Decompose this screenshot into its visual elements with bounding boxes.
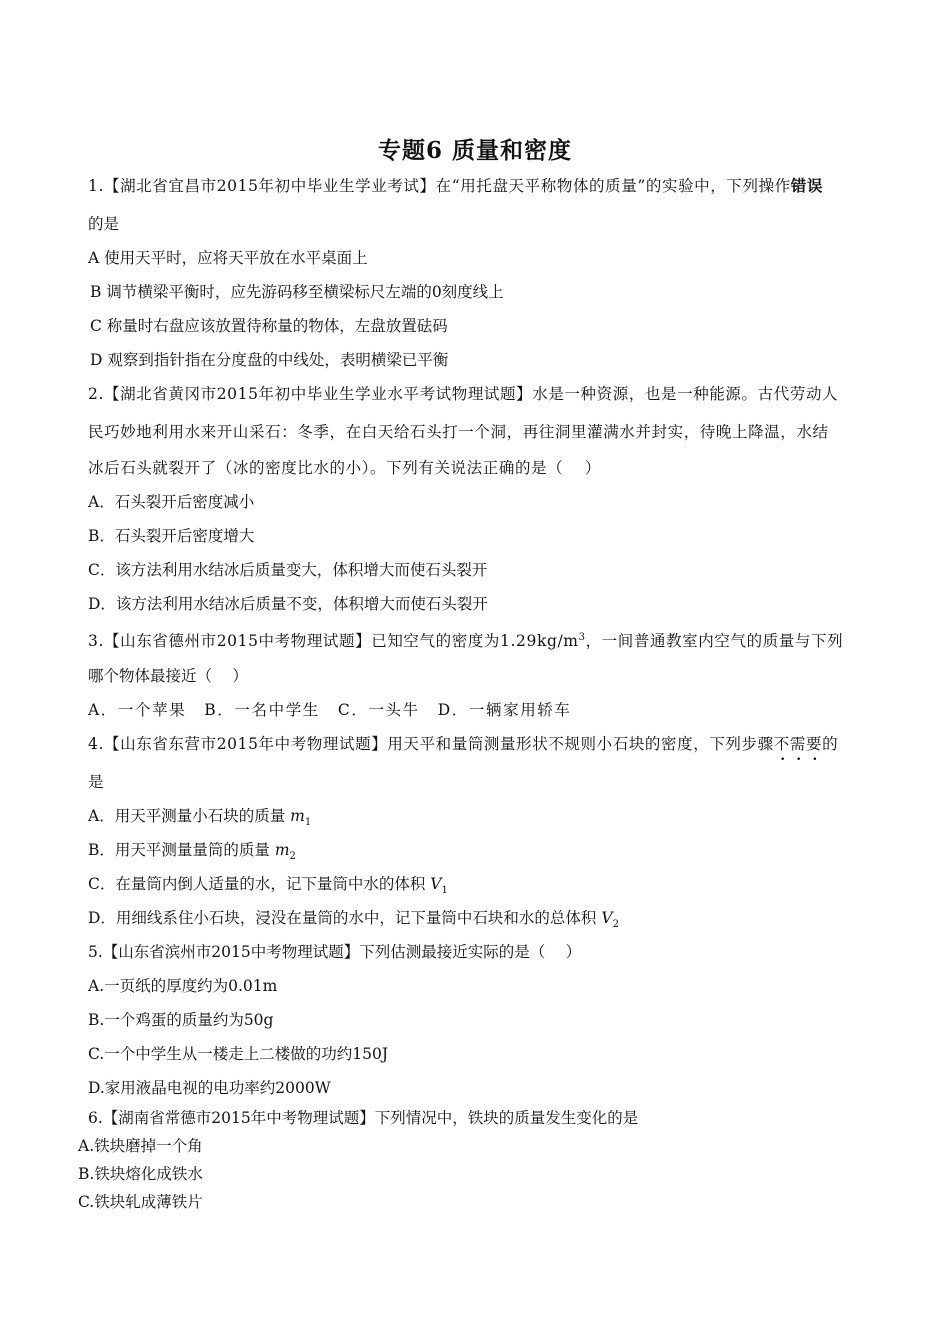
q3-options xyxy=(88,700,590,720)
q4-stem xyxy=(88,734,838,754)
q4-stem-text: 4.【山东省东营市2015年中考物理试题】用天平和量筒测量形状不规则小石块的密度，下列步骤 xyxy=(88,735,774,753)
q4-emphasis-char: 要 xyxy=(805,735,823,753)
q1-stem-cont: 的是 xyxy=(88,215,120,233)
q4-option-a xyxy=(88,806,311,833)
q3-stem-text: 3.【山东省德州市2015中考物理试题】已知空气的密度为1.29kg/m xyxy=(88,632,579,651)
q3-option-a: A．一个苹果 xyxy=(88,701,187,719)
q1-stem-text: 1.【湖北省宜昌市2015年初中毕业生学业考试】在“用托盘天平称物体的质量”的实验中，下列操作 xyxy=(88,177,791,195)
q4-option-c xyxy=(88,874,448,901)
q1-option-d: D 观察到指针指在分度盘的中线处，表明横梁已平衡 xyxy=(90,351,449,369)
q4-option-c-sub: 1 xyxy=(441,885,448,897)
q4-option-a-text: A．用天平测量小石块的质量 xyxy=(88,807,291,825)
q5-option-c: C.一个中学生从一楼走上二楼做的功约150J xyxy=(88,1045,389,1063)
q2-option-a: A．石头裂开后密度减小 xyxy=(88,493,255,511)
q2-stem-line1: 2.【湖北省黄冈市2015年初中毕业生学业水平考试物理试题】水是一种资源，也是一种能源。古代劳动人 xyxy=(88,385,839,403)
q4-emphasis-char: 需 xyxy=(789,735,806,753)
q4-option-b-var: m xyxy=(274,841,290,859)
q2-option-c: C．该方法利用水结冰后质量变大，体积增大而使石头裂开 xyxy=(88,561,488,579)
q1-stem xyxy=(88,176,823,196)
q4-emphasis-char: 不 xyxy=(773,735,790,753)
q4-option-c-var: V xyxy=(430,875,442,893)
q5-stem: 5.【山东省滨州市2015中考物理试题】下列估测最接近实际的是（ ） xyxy=(88,943,582,961)
q3-option-d: D．一辆家用轿车 xyxy=(437,701,572,719)
q4-option-d xyxy=(88,908,619,935)
q6-stem: 6.【湖南省常德市2015年中考物理试题】下列情况中，铁块的质量发生变化的是 xyxy=(88,1109,639,1127)
q5-option-a: A.一页纸的厚度约为0.01m xyxy=(88,977,278,995)
page-title: 专题6 质量和密度 xyxy=(377,137,572,164)
q4-option-d-var: V xyxy=(601,909,613,927)
q3-stem-text-end: ，一间普通教室内空气的质量与下列 xyxy=(585,632,844,651)
q2-stem-line2: 民巧妙地利用水来开山采石：冬季，在白天给石头打一个洞，再往洞里灌满水并封实，待晚上降温，水结 xyxy=(88,423,829,441)
q4-option-d-text: D．用细线系住小石块，浸没在量筒的水中，记下量筒中石块和水的总体积 xyxy=(88,909,602,927)
q1-stem-emphasis: 错误 xyxy=(790,176,823,195)
q6-option-b: B.铁块熔化成铁水 xyxy=(78,1165,203,1183)
q4-option-a-var: m xyxy=(290,807,305,825)
q5-option-d: D.家用液晶电视的电功率约2000W xyxy=(88,1079,331,1097)
q2-option-d: D．该方法利用水结冰后质量不变，体积增大而使石头裂开 xyxy=(88,595,488,613)
q3-option-b: B．一名中学生 xyxy=(204,701,320,719)
q2-stem-line3: 冰后石头就裂开了（冰的密度比水的小）。下列有关说法正确的是（ ） xyxy=(88,459,601,477)
q6-option-c: C.铁块轧成薄铁片 xyxy=(78,1193,203,1211)
q4-option-a-sub: 1 xyxy=(304,817,312,829)
q4-option-b xyxy=(88,840,296,867)
q1-option-b: B 调节横梁平衡时，应先游码移至横梁标尺左端的0刻度线上 xyxy=(90,283,504,301)
q5-option-b: B.一个鸡蛋的质量约为50g xyxy=(88,1011,274,1029)
q4-stem-cont: 是 xyxy=(88,773,104,791)
q3-option-c: C．一头牛 xyxy=(337,701,420,719)
q4-option-b-text: B．用天平测量量筒的质量 xyxy=(88,841,275,859)
q1-option-a: A 使用天平时，应将天平放在水平桌面上 xyxy=(88,249,368,267)
q4-stem-text-end: 的 xyxy=(822,735,839,753)
q2-option-b: B．石头裂开后密度增大 xyxy=(88,527,255,545)
q1-option-c: C 称量时右盘应该放置待称量的物体，左盘放置砝码 xyxy=(90,317,448,335)
q3-stem-superscript: 3 xyxy=(578,632,586,643)
q3-stem-cont: 哪个物体最接近（ ） xyxy=(88,667,248,685)
q3-stem xyxy=(88,628,843,651)
q4-option-c-text: C．在量筒内倒人适量的水，记下量筒中水的体积 xyxy=(88,875,431,893)
q4-option-b-sub: 2 xyxy=(289,851,296,863)
q6-option-a: A.铁块磨掉一个角 xyxy=(78,1137,203,1155)
q4-option-d-sub: 2 xyxy=(612,919,619,931)
